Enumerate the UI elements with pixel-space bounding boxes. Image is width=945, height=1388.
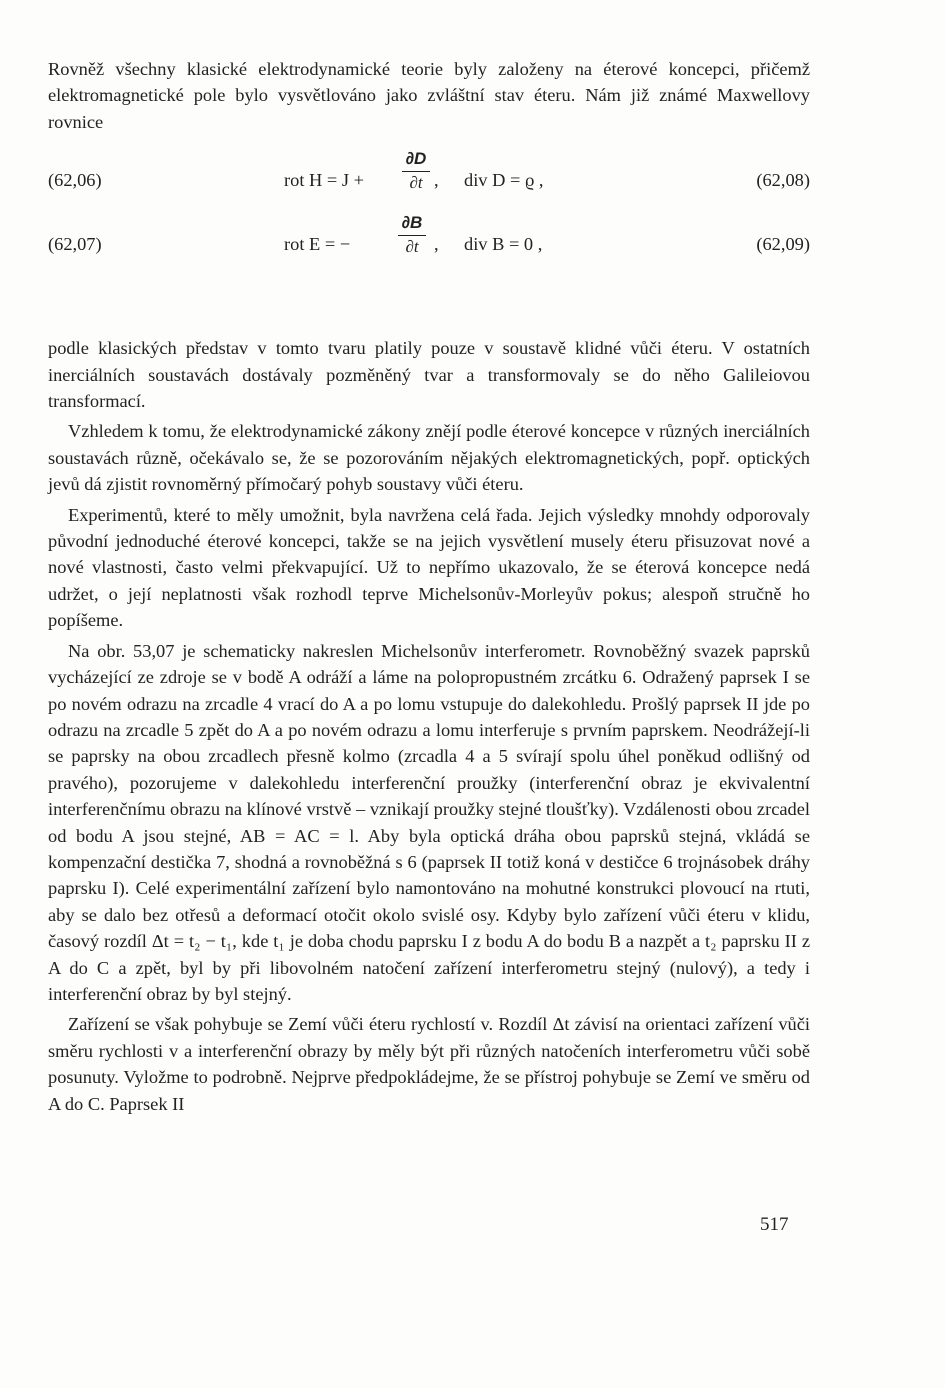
- equation-div-d: div D = ϱ ,: [464, 170, 544, 191]
- equation-label-62-09: (62,09): [756, 234, 810, 255]
- equation-row-2: [48, 213, 810, 273]
- equation-label-62-08: (62,08): [756, 170, 810, 191]
- paragraph-1: Rovněž všechny klasické elektrodynamické teorie byly založeny na éterové koncepci, přičemž elektromagnetické pole bylo vysvětlováno jako zvláštní stav éteru. Nám již známé Maxwellovy rovnice: [48, 59, 810, 132]
- fraction-numerator: ∂B: [398, 213, 426, 236]
- fraction-dB-dt: [398, 213, 426, 257]
- fraction-denominator: ∂t: [409, 173, 423, 193]
- paragraph-5: Na obr. 53,07 je schematicky nakreslen Michelsonův interferometr. Rovnoběžný svazek paprsků vycházející ze zdroje se v bodě A odráží a láme na polopropustném zrcátku 6. Odražený paprsek I se po novém odrazu na zrcadle 4 vrací do A a po lomu vstupuje do dalekohledu. Prošlý paprsek II jde po odrazu na zrcadle 5 zpět do A a po novém odrazu a lomu interferuje s prvním paprskem. Neodrážejí-li se paprsky na obou zrcadlech přesně kolmo (zrcadla 4 a 5 svírají spolu úhel poněkud odlišný od pravého), pozorujeme v dalekohledu interferenční proužky (interferenční obraz je ekvivalentní interferenčnímu obrazu na klínové vrstvě – vznikají proužky stejné tloušťky). Vzdálenosti obou zrcadel od bodu A jsou stejné, AB = AC = l. Aby byla optická dráha obou paprsků stejná, vkládá se kompenzační destička 7, shodná a rovnoběžná s 6 (paprsek II totiž koná v destičce 6 trojnásobek dráhy paprsku I). Celé experimentální zařízení bylo namontováno na mohutné konstrukci plovoucí na rtuti, aby se dalo bez otřesů a deformací otočit okolo svislé osy. Kdyby bylo zařízení vůči éteru v klidu, časový rozdíl Δt = t₂ − t₁, kde t₁ je doba chodu paprsku I z bodu A do bodu B a nazpět a t₂ paprsku II z A do C a zpět, byl by při libovolném natočení zařízení interferometru stejný (nulový), a tedy i interferenční obraz by byl stejný.: [48, 640, 810, 1004]
- page-number: 517: [760, 1214, 789, 1235]
- paragraph-3: Vzhledem k tomu, že elektrodynamické zákony znějí podle éterové koncepce v různých inerciálních soustavách různě, očekávalo se, že se pozorováním nějakých elektromagnetických, popř. optických jevů dá zjistit rovnoměrný přímočarý pohyb soustavy vůči éteru.: [48, 421, 810, 495]
- equation-label-62-06: (62,06): [48, 170, 102, 191]
- equation-label-62-07: (62,07): [48, 234, 102, 255]
- equation-rot-e-lhs: rot E = −: [284, 234, 351, 255]
- fraction-numerator: ∂D: [402, 149, 430, 172]
- fraction-dD-dt: [402, 149, 430, 193]
- equation-rot-h-lhs: rot H = J +: [284, 170, 365, 191]
- paragraph-2: podle klasických představ v tomto tvaru platily pouze v soustavě klidné vůči éteru. V ostatních inerciálních soustavách dostávaly pozměněný tvar a transformovaly se do něho Galileiovou transformací.: [48, 338, 810, 412]
- fraction-denominator: ∂t: [405, 237, 419, 257]
- text-body: [48, 56, 810, 1121]
- equation-separator: ,: [434, 170, 439, 191]
- equation-div-b: div B = 0 ,: [464, 234, 543, 255]
- paragraph-6: Zařízení se však pohybuje se Zemí vůči éteru rychlostí v. Rozdíl Δt závisí na orientaci zařízení vůči směru rychlosti v a interferenční obrazy by měly být při různých natočeních interferometru vůči sobě posunuty. Vyložme to podrobně. Nejprve předpokládejme, že se přístroj pohybuje se Zemí ve směru od A do C. Paprsek II: [48, 1014, 810, 1114]
- equation-separator: ,: [434, 234, 439, 255]
- paragraph-4: Experimentů, které to měly umožnit, byla navržena celá řada. Jejich výsledky mnohdy odporovaly původní jednoduché éterové koncepci, takže se na jejich vysvětlení musely éteru přisuzovat nové a nové vlastnosti, často velmi překvapující. Už to nepřímo ukazovalo, že se éterová koncepce nedá udržet, o její neplatnosti však rozhodl teprve Michelsonův-Morleyův pokus; alespoň stručně ho popíšeme.: [48, 504, 810, 631]
- maxwell-equations: [48, 139, 810, 335]
- equation-row-1: [48, 149, 810, 209]
